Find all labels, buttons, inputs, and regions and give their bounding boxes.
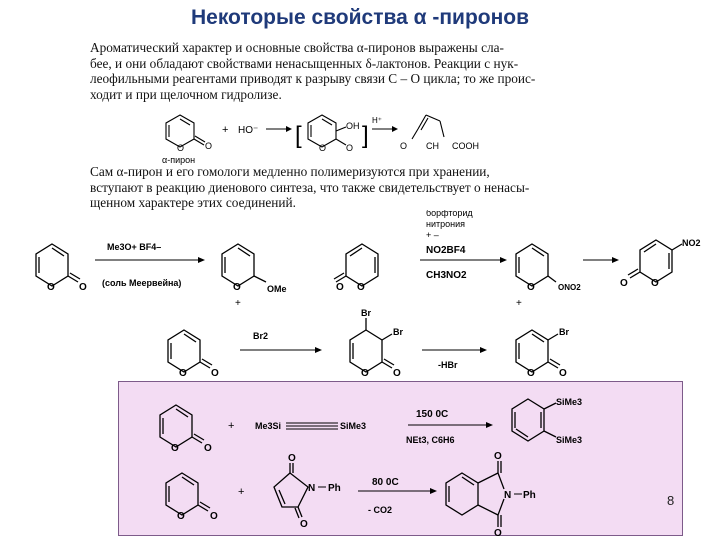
ring-oxygen: O [171,443,179,454]
paragraph-polymerization [90,164,595,211]
bracket-left: [ [295,122,302,149]
bromine-atom: Br [393,327,404,337]
temperature-label: 150 0C [416,409,449,420]
bromine-atom: Br [559,327,570,337]
silyl-substituent: SiMe3 [556,435,583,445]
arrowhead [500,257,507,263]
bracket-right: ] [362,122,369,149]
maleimide-structure [274,463,308,518]
methoxy-group: OMe [267,284,287,294]
alkyne-silyl-left: Me3Si [255,421,282,431]
hydroxyl-group: OH [346,121,360,131]
open-chain-product [412,115,444,139]
carbonyl-oxygen: O [205,141,213,151]
imide-nitrogen: N [504,490,512,501]
arrowhead [286,126,292,132]
imide-nitrogen: N [308,483,316,494]
phenyl-label: Ph [328,483,341,494]
alpha-pyrone-structure [168,330,212,372]
alkyne-triple-bond [286,423,338,429]
arrowhead [480,347,487,353]
paragraph-line: бее, и они обладают свойствами ненасыщенных δ-лактонов. Реакции с нук- [90,55,519,71]
carbonyl-oxygen: O [204,443,212,454]
ring-oxygen: O [319,143,327,153]
carbonyl-oxygen: O [210,511,218,522]
bis-silyl-benzene [512,399,556,441]
ion-charges: + – [426,230,439,240]
scheme-electrophilic-reactions [0,210,720,310]
alkoxide-oxygen: O [346,143,354,153]
dibromide-structure [350,318,394,372]
carbonyl-oxygen: O [620,278,628,289]
paragraph-line: леофильными реагентами приводят к разрыву связи С – О цикла; то же проис- [90,71,536,87]
plus-sign: + [222,124,229,136]
meerwein-salt-note: (соль Меервейна) [102,278,182,288]
ring-oxygen: O [527,368,535,379]
alpha-pyrone-structure [160,405,204,447]
arrowhead [315,347,322,353]
paragraph-line: Ароматический характер и основные свойства α-пиронов выражены сла- [90,40,504,55]
paragraph-line: вступают в реакцию диенового синтеза, что также свидетельствует о ненасы- [90,179,530,195]
positive-charge: + [516,298,522,309]
solvent-label: CH3NO2 [426,270,467,281]
nitronium-name-line1: борфторид [426,210,473,218]
alpha-pyrone-structure [334,244,378,286]
carbonyl-oxygen: O [211,368,219,379]
alpha-pyrone-structure [166,115,205,147]
title-text: Некоторые свойства α -пиронов [190,6,530,29]
alpha-pyrone-structure [166,473,210,515]
base-solvent-label: NEt3, C6H6 [406,435,455,445]
nitronium-name-line2: нитрония [426,219,466,229]
carbonyl-oxygen: O [393,368,401,379]
co2-loss-label: - CO2 [368,505,393,515]
phenyl-label: Ph [523,490,536,501]
tetrahedral-intermediate [308,115,346,147]
arrowhead [392,126,398,132]
carbonyl-oxygen: O [79,282,87,293]
hbr-elimination: -HBr [438,360,458,370]
imide-oxygen: O [288,453,296,464]
arrowhead [612,257,619,263]
scheme-bromination [0,308,720,380]
scheme-ring-opening [150,105,530,167]
product-oxygen: O [400,141,408,151]
alpha-pyrone-structure [36,244,80,286]
bromine-atom: Br [361,308,372,318]
meerwein-reagent: Me3O+ BF4– [107,242,162,252]
nitro-group: NO2 [682,238,701,248]
ring-oxygen: O [651,278,659,289]
silyl-substituent: SiMe3 [556,397,583,407]
temperature-label: 80 0C [372,477,399,488]
bromine-reagent: Br2 [253,331,269,341]
ring-oxygen: O [361,368,369,379]
carbonyl-oxygen: O [336,282,344,293]
product-cooh: COOH [452,141,479,151]
ring-oxygen: O [357,282,365,293]
paragraph-line: щенном характере этих соединений. [90,195,296,211]
proton-label: H⁺ [372,116,382,125]
imide-oxygen: O [494,528,502,536]
ring-oxygen: O [177,143,185,153]
hydroxide-reagent: HO⁻ [238,125,259,136]
nitro-pyrone-structure [628,240,682,282]
carbonyl-oxygen: O [559,368,567,379]
paragraph-line: ходит и при щелочном гидролизе. [90,86,282,102]
nitronium-reagent: NO2BF4 [426,245,466,256]
alpha-pyrone-caption: α-пирон [162,155,196,165]
tetrahydrophthalimide-product [446,461,504,527]
nitration-intermediate [516,244,556,286]
ring-oxygen: O [177,511,185,522]
ring-oxygen: O [47,282,55,293]
imide-oxygen: O [494,451,502,462]
ring-oxygen: O [179,368,187,379]
product-ch: CH [426,141,439,151]
slide-number: 8 [667,493,675,508]
arrowhead [430,488,437,494]
bromo-pyrone-structure [516,330,560,372]
alkyne-silyl-right: SiMe3 [340,421,367,431]
positive-charge: + [235,298,241,309]
paragraph-line: Сам α-пирон и его гомологи медленно полимеризуются при хранении, [90,164,490,179]
ring-oxygen: O [527,282,535,293]
plus-sign: + [228,420,235,432]
plus-sign: + [238,486,245,498]
arrowhead [198,257,205,263]
imide-oxygen: O [300,519,308,530]
paragraph-properties [90,40,595,102]
pyrylium-structure [222,244,266,286]
ring-oxygen: O [233,282,241,293]
nitrate-group: ONO2 [558,283,581,292]
page-title [0,6,720,30]
scheme-diels-alder [118,381,683,536]
arrowhead [486,422,493,428]
